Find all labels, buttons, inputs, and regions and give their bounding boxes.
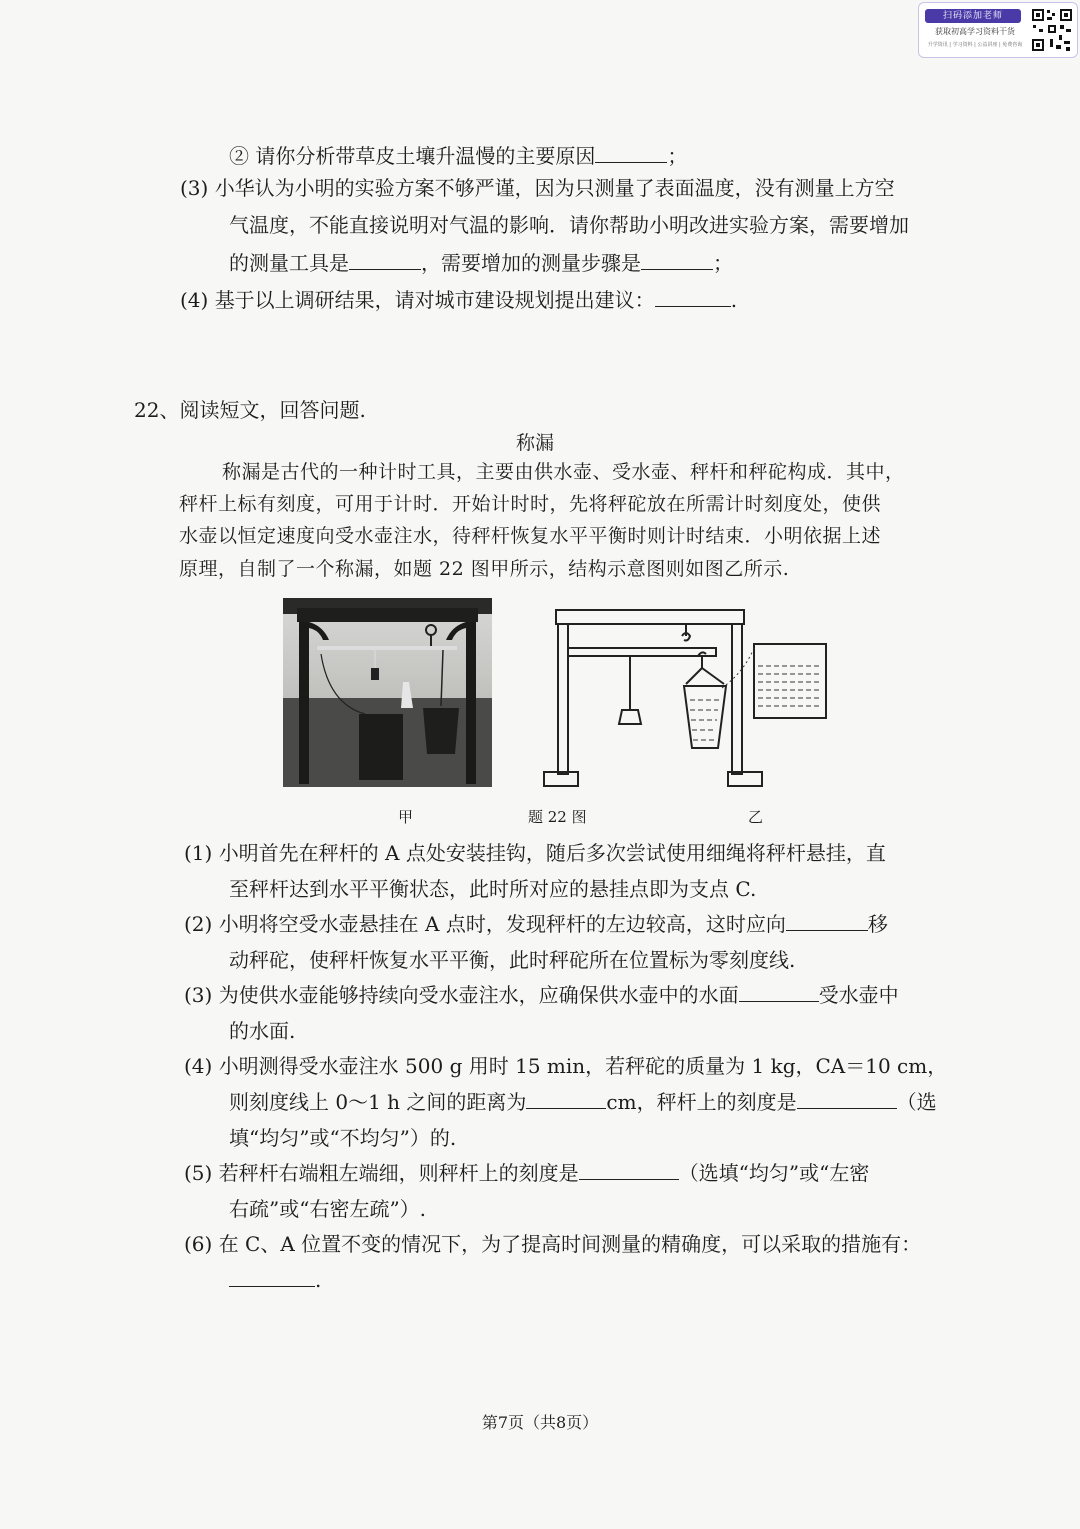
answer-blank[interactable] — [641, 249, 713, 270]
answer-blank[interactable] — [526, 1088, 606, 1109]
q21-sub4: (4) 基于以上调研结果，请对城市建设规划提出建议： . — [180, 288, 738, 312]
answer-blank[interactable] — [739, 981, 819, 1002]
q22-p6-line1: (6) 在 C、A 位置不变的情况下，为了提高时间测量的精确度，可以采取的措施有： — [184, 1232, 922, 1256]
page-number: 第7页（共8页） — [481, 1413, 599, 1432]
q22-story-line: 水壶以恒定速度向受水壶注水，待秤杆恢复水平平衡时则计时结束．小明依据上述 — [179, 525, 882, 547]
answer-blank[interactable] — [786, 910, 868, 931]
answer-blank[interactable] — [229, 1266, 315, 1287]
q21-sub3-line2: 气温度，不能直接说明对气温的影响．请你帮助小明改进实验方案，需要增加 — [229, 213, 909, 237]
answer-blank[interactable] — [595, 142, 667, 163]
figure-yi-diagram — [538, 600, 830, 792]
figure-caption-left: 甲 — [398, 808, 414, 826]
q21-sub2: ② 请你分析带草皮土壤升温慢的主要原因 ； — [229, 144, 688, 168]
q22-p1-line2: 至秤杆达到水平平衡状态，此时所对应的悬挂点即为支点 C. — [229, 877, 757, 901]
figure-caption: 题 22 图 — [528, 808, 587, 826]
figure-jia-photo — [283, 598, 492, 787]
q22-p6-line2: . — [229, 1266, 321, 1294]
q22-p5-line1: (5) 若秤杆右端粗左端细，则秤杆上的刻度是 （选填“均匀”或“左密 — [184, 1161, 870, 1185]
q22-p3-line2: 的水面. — [229, 1019, 296, 1043]
promo-card[interactable] — [918, 2, 1078, 58]
q22-story-line: 原理，自制了一个称漏，如题 22 图甲所示，结构示意图则如图乙所示. — [179, 558, 790, 580]
promo-line1: 获取初高学习资料干货 — [935, 27, 1015, 36]
answer-blank[interactable] — [579, 1159, 679, 1180]
q22-p4-line3: 填“均匀”或“不均匀”）的. — [229, 1126, 457, 1150]
q22-header: 22、阅读短文，回答问题. — [134, 398, 366, 422]
q22-p4-line1: (4) 小明测得受水壶注水 500 g 用时 15 min，若秤砣的质量为 1 kg，CA＝10 cm， — [184, 1054, 948, 1078]
promo-line2: 升学资讯 | 学习资料 | 公益讲座 | 免费咨询 — [927, 42, 1023, 48]
promo-badge: 扫码添加老师 — [925, 9, 1021, 23]
figure-caption-right: 乙 — [748, 808, 764, 826]
answer-blank[interactable] — [655, 286, 731, 307]
q22-p5-line2: 右疏”或“右密左疏”）. — [229, 1197, 427, 1221]
answer-blank[interactable] — [797, 1088, 897, 1109]
q22-story-line: 秤杆上标有刻度，可用于计时．开始计时时，先将秤砣放在所需计时刻度处，使供 — [179, 493, 882, 515]
q22-passage-title: 称漏 — [516, 432, 555, 454]
q22-p2-line2: 动秤砣，使秤杆恢复水平平衡，此时秤砣所在位置标为零刻度线. — [229, 948, 796, 972]
q22-p1-line1: (1) 小明首先在秤杆的 A 点处安装挂钩，随后多次尝试使用细绳将秤杆悬挂，直 — [184, 841, 886, 865]
q22-p2-line1: (2) 小明将空受水壶悬挂在 A 点时，发现秤杆的左边较高，这时应向 移 — [184, 912, 888, 936]
q22-p4-line2: 则刻度线上 0～1 h 之间的距离为 cm，秤杆上的刻度是 （选 — [229, 1090, 937, 1114]
q21-sub3-line3: 的测量工具是 ，需要增加的测量步骤是 ； — [229, 251, 733, 275]
qr-code-icon[interactable] — [1030, 7, 1074, 53]
answer-blank[interactable] — [349, 249, 421, 270]
q22-p3-line1: (3) 为使供水壶能够持续向受水壶注水，应确保供水壶中的水面 受水壶中 — [184, 983, 899, 1007]
q22-story-line: 称漏是古代的一种计时工具，主要由供水壶、受水壶、秤杆和秤砣构成．其中， — [222, 461, 905, 483]
q21-sub3-line1: (3) 小华认为小明的实验方案不够严谨，因为只测量了表面温度，没有测量上方空 — [180, 176, 895, 200]
